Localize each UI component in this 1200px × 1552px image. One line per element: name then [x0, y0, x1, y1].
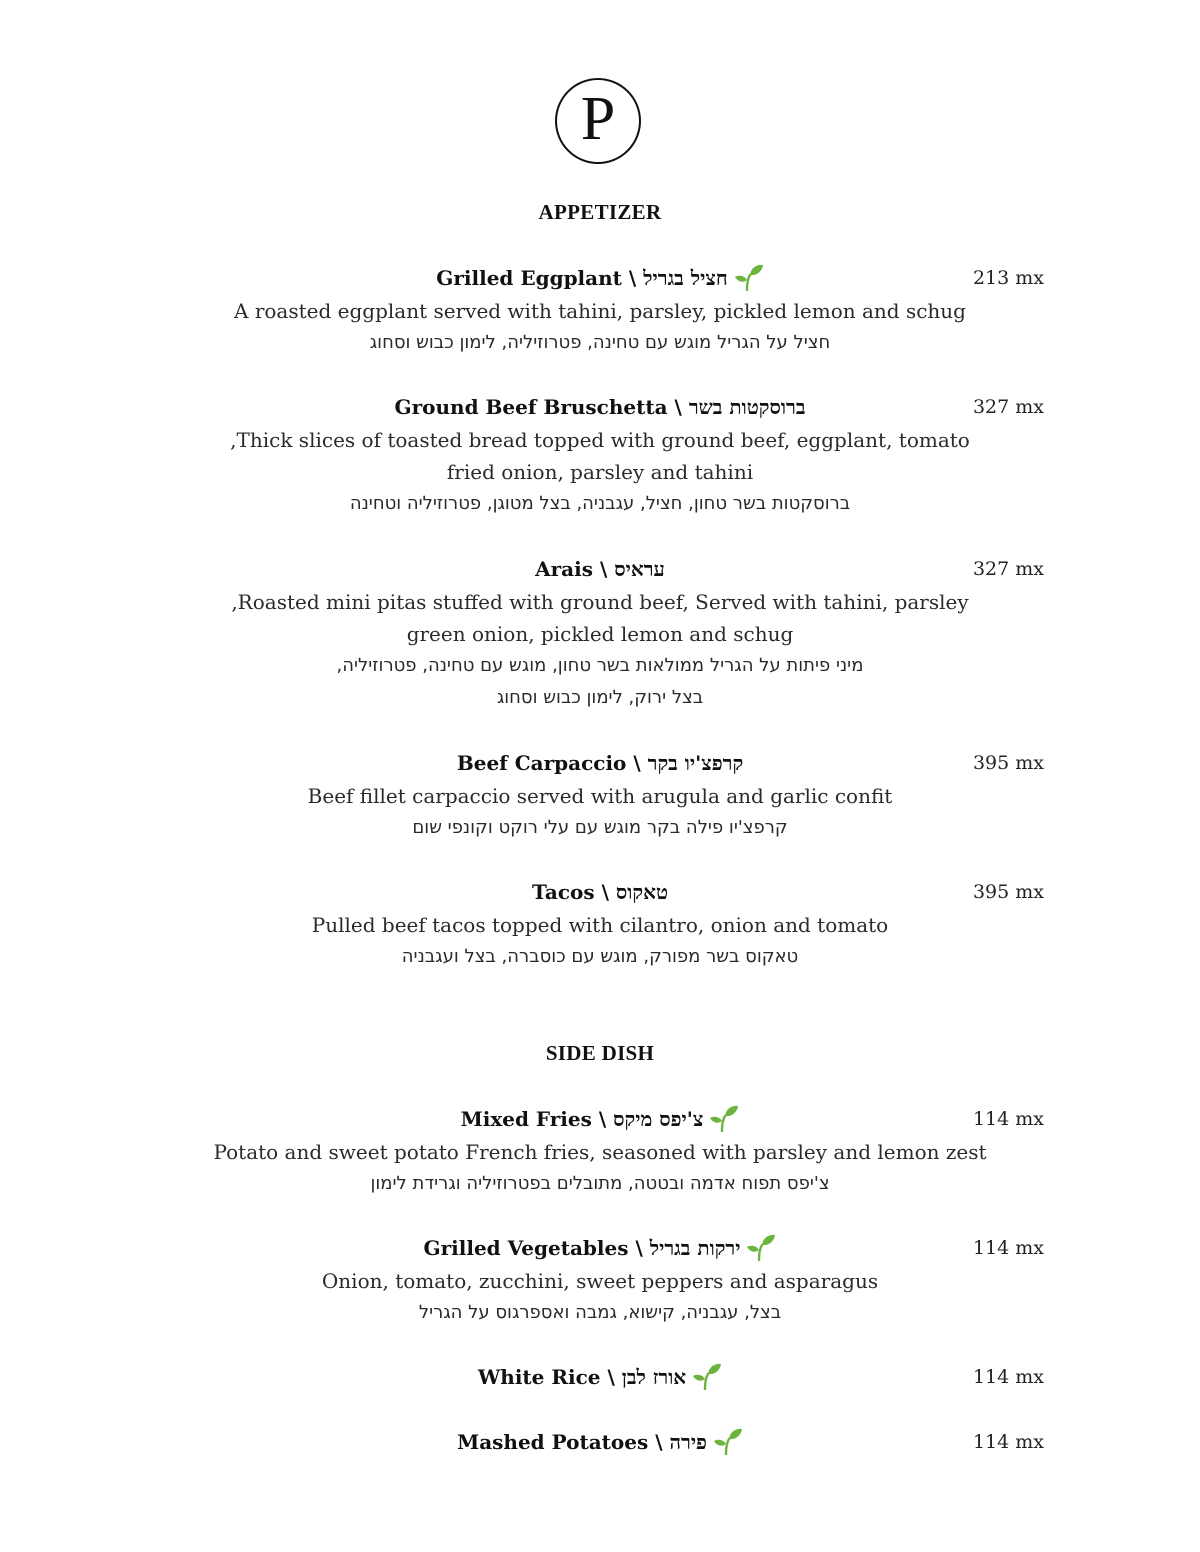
item-price: 395 mx [972, 881, 1044, 903]
item-name-en: Ground Beef Bruschetta [394, 395, 668, 419]
section-title-side-dish: SIDE DISH [545, 1041, 655, 1065]
sprout-icon [746, 1233, 776, 1261]
item-name-he: טאקוס [615, 880, 669, 904]
item-description-he: ברוסקטות בשר טחון, חציל, עגבניה, בצל מטוגן, פטרוזיליה וטחינה [349, 493, 851, 514]
item-title-row [0, 1231, 1200, 1265]
item-description-en: Onion, tomato, zucchini, sweet peppers and asparagus [321, 1269, 879, 1293]
sprout-icon [692, 1362, 722, 1390]
menu-item [0, 1231, 1200, 1329]
item-title-row [0, 875, 1200, 909]
item-name-separator: \ [655, 1430, 663, 1454]
item-description-en: ,Roasted mini pitas stuffed with ground beef, Served with tahini, parsley [231, 590, 969, 614]
item-title-row [0, 1102, 1200, 1136]
item-title-row [0, 552, 1200, 586]
item-name-en: Grilled Vegetables [423, 1236, 629, 1260]
item-name-separator: \ [674, 395, 682, 419]
item-price: 395 mx [972, 752, 1044, 774]
menu-item [0, 552, 1200, 714]
menu-item [0, 875, 1200, 973]
item-description-en: Potato and sweet potato French fries, seasoned with parsley and lemon zest [213, 1140, 987, 1164]
item-name-en: Grilled Eggplant [436, 266, 622, 290]
item-name-en: Beef Carpaccio [456, 751, 627, 775]
item-description-he: טאקוס בשר מפורק, מוגש עם כוסברה, בצל ועגבניה [401, 946, 799, 967]
item-description-he: בצל ירוק, לימון כבוש וסחוג [496, 687, 704, 708]
item-name-he: צ'יפס מיקס [613, 1107, 704, 1131]
logo-letter: P [580, 85, 616, 153]
item-price: 114 mx [972, 1108, 1044, 1130]
item-description-en: fried onion, parsley and tahini [446, 460, 754, 484]
menu-item [0, 1425, 1200, 1459]
item-price: 327 mx [972, 396, 1044, 418]
item-title-row [0, 1360, 1200, 1394]
item-description-en: Beef fillet carpaccio served with arugula and garlic confit [307, 784, 893, 808]
item-name-separator: \ [633, 751, 641, 775]
item-description-en: A roasted eggplant served with tahini, parsley, pickled lemon and schug [234, 299, 966, 323]
item-description-en: ,Thick slices of toasted bread topped with ground beef, eggplant, tomato [230, 428, 970, 452]
item-name-en: Tacos [531, 880, 595, 904]
item-name-separator: \ [607, 1365, 615, 1389]
menu-item [0, 1360, 1200, 1394]
item-name-separator: \ [601, 880, 609, 904]
item-description-he: צ'יפס תפוח אדמה ובטטה, מתובלים בפטרוזיליה וגרידת לימון [370, 1173, 830, 1194]
item-title-row [0, 261, 1200, 295]
item-name-he: פירה [669, 1430, 707, 1454]
section-title-appetizer: APPETIZER [538, 200, 662, 224]
item-price: 114 mx [972, 1366, 1044, 1388]
item-title-row [0, 1425, 1200, 1459]
item-name-en: White Rice [477, 1365, 601, 1389]
item-description-he: קרפצ'יו פילה בקר מוגש עם עלי רוקט וקונפי שום [412, 817, 788, 838]
menu-item [0, 746, 1200, 844]
item-description-en: green onion, pickled lemon and schug [406, 622, 794, 646]
item-description-he: בצל, עגבניה, קישוא, גמבה ואספרגוס על הגריל [418, 1302, 782, 1323]
sprout-icon [709, 1104, 739, 1132]
restaurant-logo [555, 78, 641, 164]
item-name-he: ברוסקטות בשר [688, 395, 806, 419]
menu-item [0, 390, 1200, 520]
item-title-row [0, 390, 1200, 424]
sprout-icon [734, 263, 764, 291]
menu-item [0, 1102, 1200, 1200]
item-title-row [0, 746, 1200, 780]
item-name-he: ירקות בגריל [649, 1236, 741, 1260]
sprout-icon [713, 1427, 743, 1455]
item-description-en: Pulled beef tacos topped with cilantro, onion and tomato [311, 913, 889, 937]
item-name-he: קרפצ'יו בקר [647, 751, 744, 775]
item-price: 213 mx [972, 267, 1044, 289]
item-name-en: Mixed Fries [460, 1107, 592, 1131]
item-price: 327 mx [972, 558, 1044, 580]
item-name-he: אורז לבן [621, 1365, 687, 1389]
item-name-separator: \ [628, 266, 637, 290]
item-description-he: מיני פיתות על הגריל ממולאות בשר טחון, מוגש עם טחינה, פטרוזיליה, [336, 655, 864, 676]
item-price: 114 mx [972, 1237, 1044, 1259]
item-name-separator: \ [599, 557, 608, 581]
item-description-he: חציל על הגריל מוגש עם טחינה, פטרוזיליה, לימון כבוש וסחוג [369, 332, 831, 353]
item-name-he: עראיס [614, 557, 665, 581]
item-price: 114 mx [972, 1431, 1044, 1453]
item-name-en: Mashed Potatoes [457, 1430, 649, 1454]
item-name-en: Arais [535, 557, 593, 581]
item-name-he: חציל בגריל [643, 266, 728, 290]
menu-item [0, 261, 1200, 359]
item-name-separator: \ [635, 1236, 643, 1260]
item-name-separator: \ [598, 1107, 607, 1131]
